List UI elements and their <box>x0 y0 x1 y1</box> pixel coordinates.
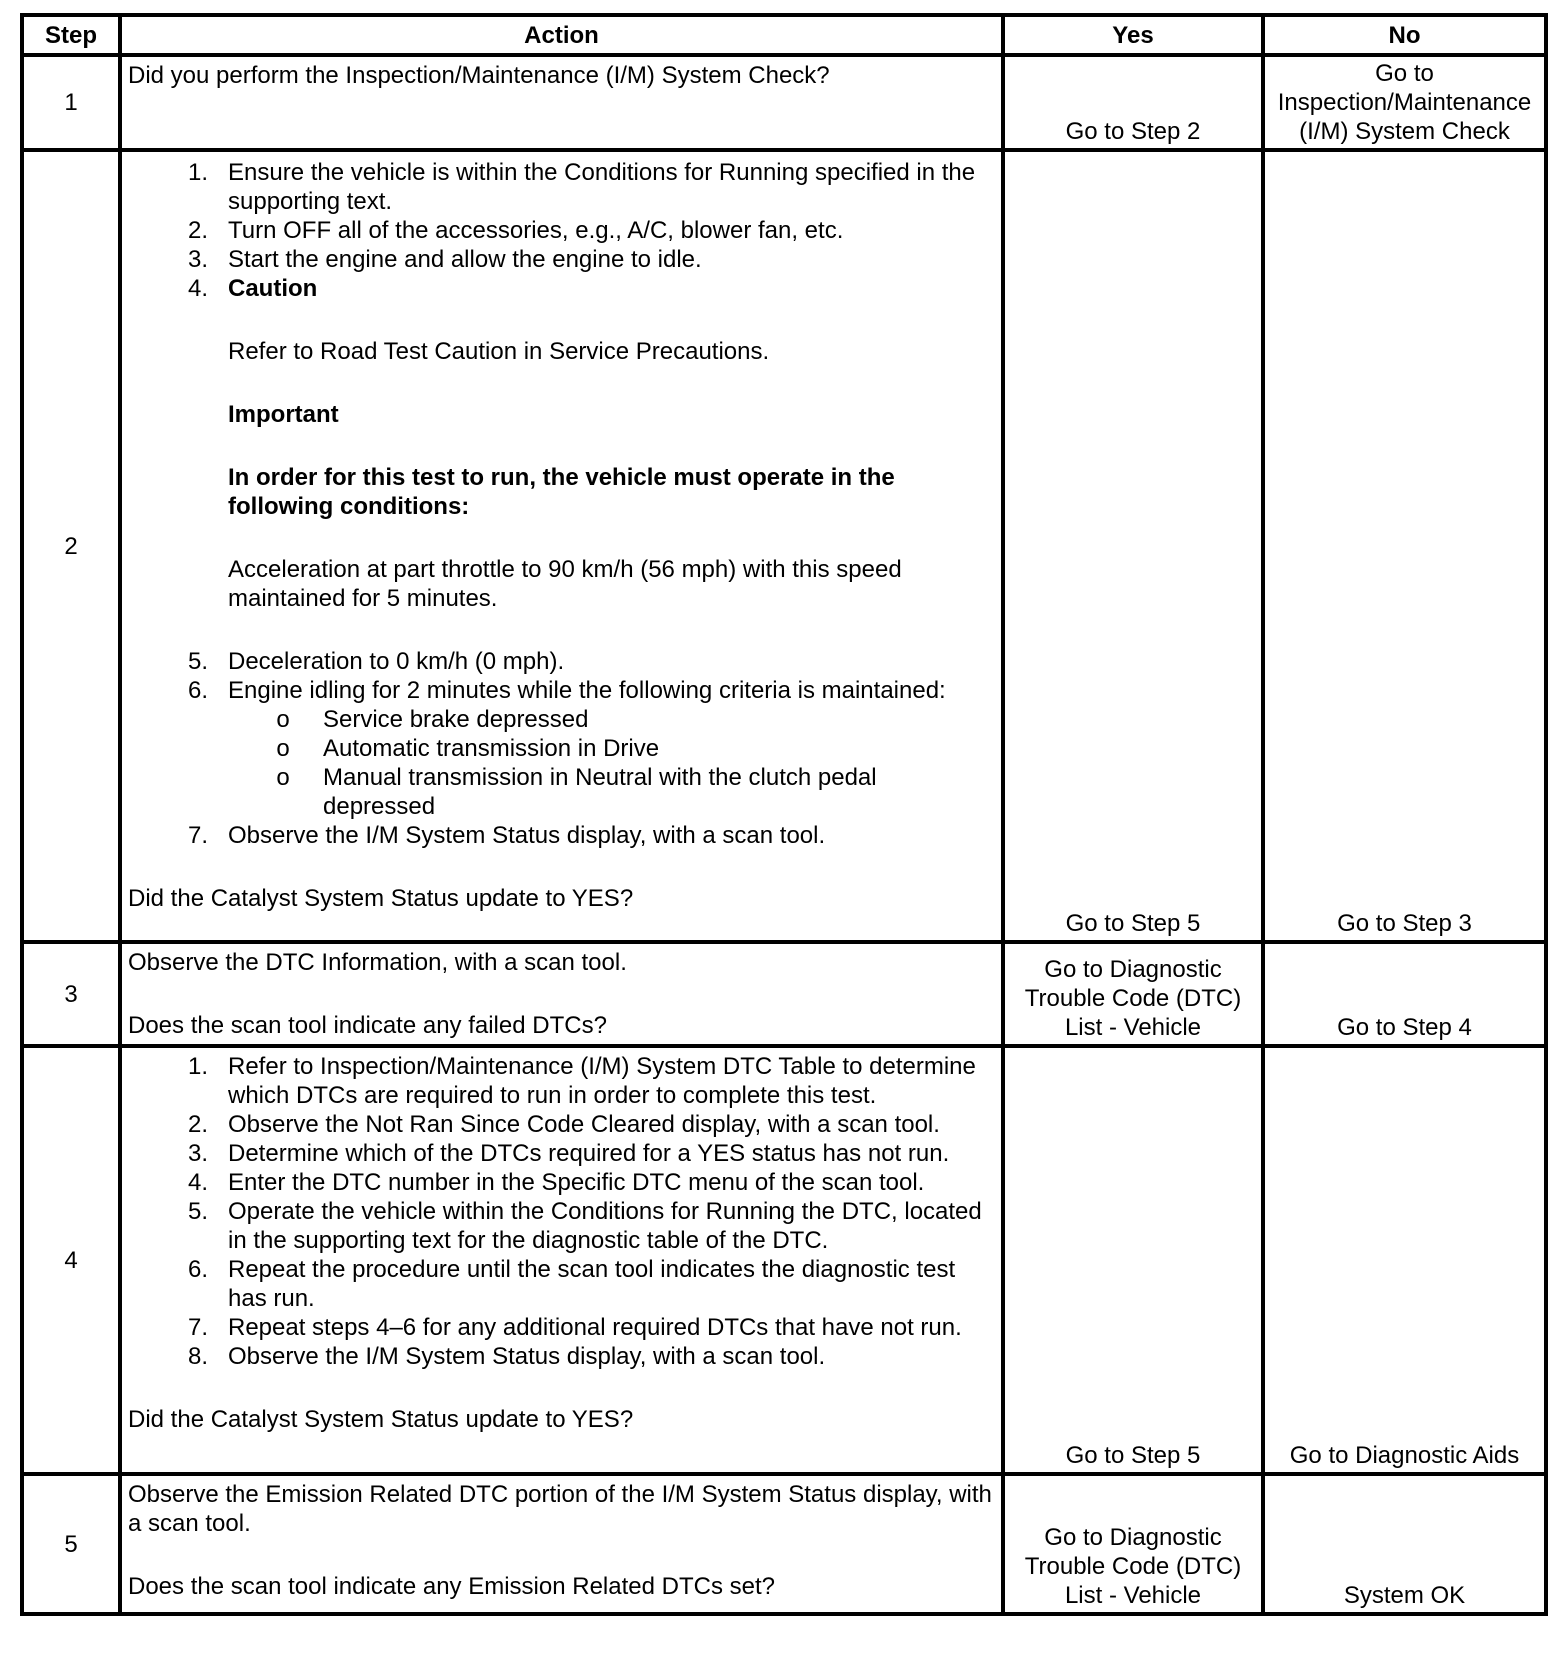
list-item <box>128 1255 995 1313</box>
list-item <box>128 274 995 647</box>
step-number: 4 <box>22 1046 120 1474</box>
item-number: 6. <box>187 1256 208 1283</box>
yes-link[interactable]: Go to Diagnostic Trouble Code (DTC) List - Vehicle <box>1003 1474 1263 1614</box>
caution-label: Caution <box>228 275 318 302</box>
important-label: Important <box>228 401 339 428</box>
item-number: 4. <box>187 275 208 302</box>
yes-link[interactable]: Go to Step 5 <box>1003 1046 1263 1474</box>
item-text: Repeat steps 4–6 for any additional required DTCs that have not run. <box>228 1314 962 1341</box>
bullet-icon: o <box>276 764 290 791</box>
table-row <box>22 942 1546 1046</box>
item-text: Deceleration to 0 km/h (0 mph). <box>228 648 565 675</box>
item-text: Observe the I/M System Status display, with a scan tool. <box>228 822 826 849</box>
step-number: 5 <box>22 1474 120 1614</box>
item-number: 3. <box>187 1140 208 1167</box>
list-item <box>128 158 995 216</box>
item-text <box>228 676 995 705</box>
item-text: Determine which of the DTCs required for a YES status has not run. <box>228 1140 950 1167</box>
list-item <box>128 1313 995 1342</box>
header-no: No <box>1263 15 1546 55</box>
item-text: Observe the Not Ran Since Code Cleared display, with a scan tool. <box>228 1111 940 1138</box>
item-number: 5. <box>187 648 208 675</box>
bullet-icon: o <box>276 735 290 762</box>
item-number: 8. <box>187 1343 208 1370</box>
item-text: Refer to Inspection/Maintenance (I/M) System DTC Table to determine which DTCs are required to run in order to complete this test. <box>228 1053 976 1109</box>
item-text: Turn OFF all of the accessories, e.g., A/C, blower fan, etc. <box>228 217 844 244</box>
sub-list-item <box>228 763 995 821</box>
no-link[interactable]: Go to Step 4 <box>1263 942 1546 1046</box>
table-row <box>22 150 1546 942</box>
table-header-row <box>22 15 1546 55</box>
item-text: Start the engine and allow the engine to idle. <box>228 246 702 273</box>
action-cell <box>120 150 1003 942</box>
no-link[interactable]: System OK <box>1263 1474 1546 1614</box>
sub-list-container <box>128 705 995 821</box>
list-item <box>128 245 995 274</box>
list-item <box>128 1139 995 1168</box>
header-step: Step <box>22 15 120 55</box>
action-cell <box>120 1046 1003 1474</box>
action-question: Did the Catalyst System Status update to YES? <box>128 1406 634 1433</box>
action-cell <box>120 1474 1003 1614</box>
item-number: 7. <box>187 822 208 849</box>
diagnostic-table <box>20 13 1548 1616</box>
table-row <box>22 1046 1546 1474</box>
item-number: 6. <box>187 677 208 704</box>
no-link[interactable]: Go to Inspection/Maintenance (I/M) System Check <box>1263 55 1546 150</box>
sub-item-text: Automatic transmission in Drive <box>323 735 660 762</box>
list-item <box>128 1197 995 1255</box>
list-item <box>128 1110 995 1139</box>
table-row <box>22 55 1546 150</box>
yes-link[interactable]: Go to Step 2 <box>1003 55 1263 150</box>
yes-link[interactable]: Go to Step 5 <box>1003 150 1263 942</box>
item-text: Ensure the vehicle is within the Conditions for Running specified in the supporting text. <box>228 159 976 215</box>
step-number: 3 <box>22 942 120 1046</box>
bullet-icon: o <box>276 706 290 733</box>
item-number: 1. <box>187 1053 208 1080</box>
action-intro: Observe the Emission Related DTC portion of the I/M System Status display, with a scan tool. <box>128 1481 992 1537</box>
sub-list-item <box>228 705 995 734</box>
list-item <box>128 647 995 676</box>
item-text: Observe the I/M System Status display, with a scan tool. <box>228 1343 826 1370</box>
action-question: Did the Catalyst System Status update to YES? <box>128 885 634 912</box>
item-number: 5. <box>187 1198 208 1225</box>
acceleration-text: Acceleration at part throttle to 90 km/h (56 mph) with this speed maintained for 5 minutes. <box>228 556 902 612</box>
action-intro: Observe the DTC Information, with a scan tool. <box>128 949 627 976</box>
item-number: 4. <box>187 1169 208 1196</box>
item-number: 1. <box>187 159 208 186</box>
no-link[interactable]: Go to Diagnostic Aids <box>1263 1046 1546 1474</box>
item-text: Enter the DTC number in the Specific DTC menu of the scan tool. <box>228 1169 925 1196</box>
sub-list-item <box>228 734 995 763</box>
table-row <box>22 1474 1546 1614</box>
action-cell <box>120 55 1003 150</box>
list-item <box>128 676 995 705</box>
item-text <box>228 274 995 647</box>
item-number: 7. <box>187 1314 208 1341</box>
step-list <box>128 1052 995 1371</box>
item-text: Operate the vehicle within the Conditions for Running the DTC, located in the supporting text for the diagnostic table of the DTC. <box>228 1198 982 1254</box>
item-text-line: Engine idling for 2 minutes while the following criteria is maintained: <box>228 677 946 704</box>
item-text: Repeat the procedure until the scan tool indicates the diagnostic test has run. <box>228 1256 956 1312</box>
step-list <box>128 158 995 850</box>
list-item <box>128 1052 995 1110</box>
header-yes: Yes <box>1003 15 1263 55</box>
item-number: 2. <box>187 1111 208 1138</box>
header-action: Action <box>120 15 1003 55</box>
sub-list <box>128 705 995 821</box>
item-number: 2. <box>187 217 208 244</box>
step-number: 1 <box>22 55 120 150</box>
action-question: Does the scan tool indicate any failed DTCs? <box>128 1012 607 1039</box>
action-question: Did you perform the Inspection/Maintenance (I/M) System Check? <box>128 62 830 89</box>
no-link[interactable]: Go to Step 3 <box>1263 150 1546 942</box>
sub-item-text: Manual transmission in Neutral with the clutch pedal depressed <box>323 764 877 820</box>
caution-text: Refer to Road Test Caution in Service Precautions. <box>228 338 770 365</box>
list-item <box>128 1168 995 1197</box>
action-question: Does the scan tool indicate any Emission Related DTCs set? <box>128 1573 775 1600</box>
sub-item-text: Service brake depressed <box>323 706 589 733</box>
action-cell <box>120 942 1003 1046</box>
list-item <box>128 1342 995 1371</box>
important-text: In order for this test to run, the vehicle must operate in the following conditions: <box>228 464 895 520</box>
list-item <box>128 821 995 850</box>
step-number: 2 <box>22 150 120 942</box>
item-number: 3. <box>187 246 208 273</box>
list-item <box>128 216 995 245</box>
yes-link[interactable]: Go to Diagnostic Trouble Code (DTC) List - Vehicle <box>1003 942 1263 1046</box>
